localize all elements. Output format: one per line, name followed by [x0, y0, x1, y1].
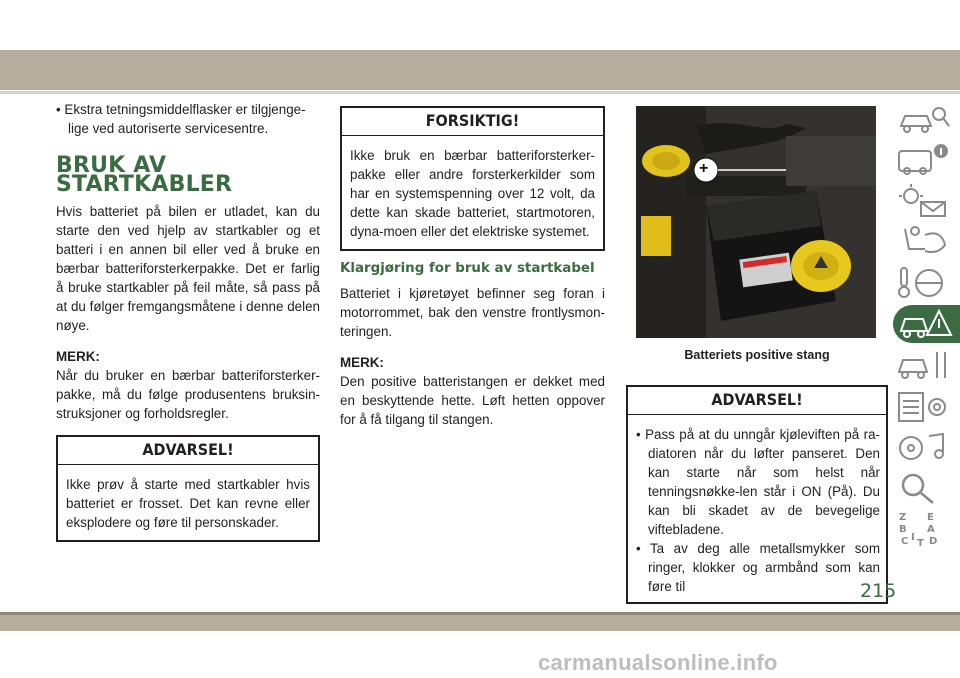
- tab-car-service[interactable]: [893, 346, 960, 384]
- index-letter: C: [901, 536, 909, 547]
- battery-photo: [636, 106, 876, 338]
- column-right: [626, 100, 888, 604]
- caution-box: [340, 106, 605, 251]
- index-letter: T: [917, 538, 924, 548]
- warning-item-jewelry: • Ta av deg alle metallsmykker som ringer, klokker og armbånd som kan føre til: [636, 541, 880, 594]
- warning-box-cooling-fan: [626, 385, 888, 604]
- tab-index[interactable]: [893, 510, 960, 548]
- index-letter: A: [927, 524, 935, 535]
- page-number: 215: [860, 580, 897, 602]
- tab-car-inspection[interactable]: [893, 100, 960, 138]
- note-text: Når du bruker en bærbar batteriforsterker-pakke, må du følge produsentens bruksin-struksjoner og forholdsregler.: [56, 368, 320, 421]
- subheading-preparation: Klargjøring for bruk av startkabel: [340, 261, 595, 276]
- search-index-icon: [893, 469, 953, 507]
- photo-caption: Batteriets positive stang: [684, 348, 830, 362]
- index-letter: D: [929, 536, 938, 547]
- car-inspection-icon: [893, 100, 953, 138]
- warning-box-text: Ikke prøv å starte med startkabler hvis batteriet er frosset. Det kan revne eller eksplodere og føre til personskader.: [66, 477, 310, 530]
- column-middle: [340, 100, 605, 441]
- tab-specs[interactable]: [893, 387, 960, 425]
- note-label-2: MERK:: [340, 355, 384, 370]
- note-label: MERK:: [56, 349, 100, 364]
- bullet-sealant-bottles: • Ekstra tetningsmiddelflasker er tilgjenge-lige ved autoriserte servicesentre.: [56, 102, 306, 136]
- tab-car-emergency[interactable]: [893, 305, 960, 343]
- multimedia-icon: [893, 428, 953, 466]
- footer-band: [0, 612, 960, 631]
- caution-box-text: Ikke bruk en bærbar batteriforsterker-pakke eller andre forsterkerkilder som har en systemspenning over 12 volt, da dette kan skade batteriet, startmotoren, dyna-moen eller det elektriske systemet.: [350, 148, 595, 239]
- tab-car-info[interactable]: [893, 141, 960, 179]
- column-left: [56, 100, 320, 542]
- seat-airbag-icon: [893, 223, 953, 261]
- specs-gear-icon: [893, 387, 953, 425]
- warning-box-frozen-battery: [56, 435, 320, 542]
- positive-terminal-marker: +: [699, 160, 709, 177]
- section-title: BRUK AV STARTKABLER: [56, 153, 233, 197]
- warning-lights-icon: [893, 182, 953, 220]
- index-letter: Z: [899, 512, 907, 523]
- index-letter: E: [927, 512, 934, 523]
- tab-steering-key[interactable]: [893, 264, 960, 302]
- header-band: [0, 50, 960, 90]
- chapter-tabs: [893, 100, 960, 551]
- tab-seat-airbag[interactable]: [893, 223, 960, 261]
- tab-multimedia[interactable]: [893, 428, 960, 466]
- watermark: carmanualsonline.info: [538, 650, 778, 675]
- note-text-2: Den positive batteristangen er dekket med en beskyttende hette. Løft hetten oppover for å få tilgang til stangen.: [340, 374, 605, 427]
- battery-location-paragraph: Batteriet i kjøretøyet befinner seg foran i motorrommet, bak den venstre frontlysmon-teringen.: [340, 286, 605, 339]
- steering-key-icon: [893, 264, 953, 302]
- index-letter: I: [911, 532, 915, 543]
- index-letter: B: [899, 524, 907, 535]
- warning-item-fan: • Pass på at du unngår kjøleviften på ra-diatoren når du løfter panseret. Den kan starte når som helst når tenningsnøkke-len står i ON (På). Du kan bli skadet av de bevegelige viftebladene.: [636, 427, 880, 537]
- tab-search[interactable]: [893, 469, 960, 507]
- caution-box-title: FORSIKTIG!: [342, 108, 603, 136]
- tab-warning-lights[interactable]: [893, 182, 960, 220]
- intro-paragraph: Hvis batteriet på bilen er utladet, kan du starte den ved hjelp av startkabler og et batteri i en annen bil eller ved å bruke en bærbar batteriforsterkerpakke. Det er farlig å bruke startkabler på feil måte, så pass på at du følger fremgangsmåtene i denne delen nøye.: [56, 204, 320, 333]
- car-service-icon: [893, 346, 953, 384]
- car-emergency-icon: [893, 305, 953, 343]
- warning-list: [628, 415, 886, 602]
- car-info-icon: [893, 141, 953, 179]
- warning-box-title: ADVARSEL!: [58, 437, 318, 465]
- languages-index-icon: [893, 510, 953, 548]
- battery-photo-illustration: [636, 106, 876, 338]
- warning-box-2-title: ADVARSEL!: [628, 387, 886, 415]
